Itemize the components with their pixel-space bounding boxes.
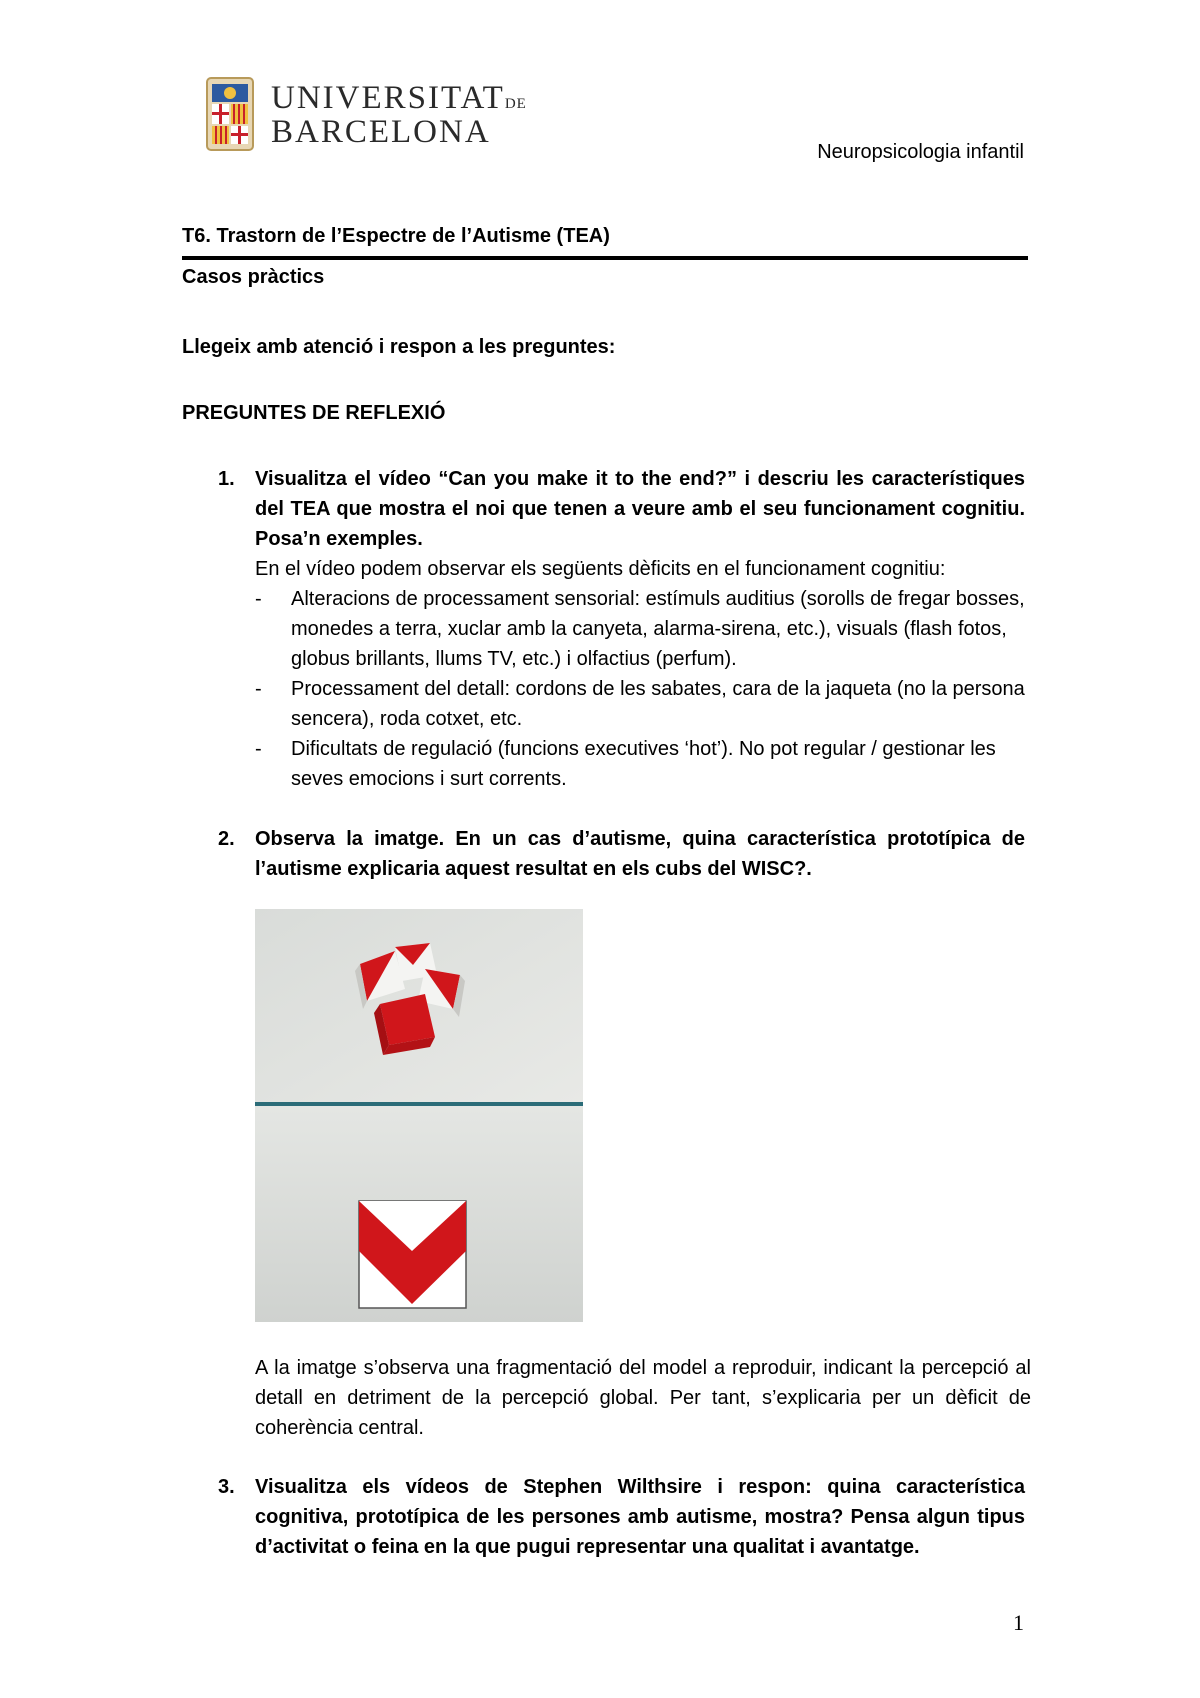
wisc-blocks-photo bbox=[255, 909, 583, 1322]
bullet-text: Dificultats de regulació (funcions executives ‘hot’). No pot regular / gestionar les seves emocions i surt corrents. bbox=[291, 738, 996, 790]
title-divider bbox=[182, 256, 1028, 260]
question-2-text: Observa la imatge. En un cas d’autisme, quina característica prototípica de l’autisme explicaria aquest resultat en els cubs del WISC?. bbox=[255, 828, 1025, 880]
bullet-marker: - bbox=[255, 678, 262, 700]
university-name-line1: UNIVERSITATDE bbox=[271, 80, 527, 116]
page-subtitle: Casos pràctics bbox=[182, 266, 325, 288]
question-3-number: 3. bbox=[218, 1476, 235, 1498]
bullet-text: Alteracions de processament sensorial: estímuls auditius (sorolls de fregar bosses, monedes a terra, xuclar amb la canyeta, alarma-sirena, etc.), visuals (flash fotos, globus brillants, llums TV, etc.) i olfactius (perfum). bbox=[291, 588, 1025, 670]
question-1-answer-intro: En el vídeo podem observar els següents dèficits en el funcionament cognitiu: bbox=[255, 558, 946, 580]
bullet-text: Processament del detall: cordons de les sabates, cara de la jaqueta (no la persona sencera), roda cotxet, etc. bbox=[291, 678, 1025, 730]
instruction-text: Llegeix amb atenció i respon a les preguntes: bbox=[182, 336, 616, 358]
university-logo bbox=[205, 76, 527, 152]
header-subject: Neuropsicologia infantil bbox=[817, 141, 1024, 163]
section-heading: PREGUNTES DE REFLEXIÓ bbox=[182, 402, 446, 424]
question-1-text: Visualitza el vídeo “Can you make it to the end?” i descriu les característiques del TEA que mostra el noi que tenen a veure amb el seu funcionament cognitiu. Posa’n exemples. bbox=[255, 468, 1025, 550]
university-crest-icon bbox=[205, 76, 255, 152]
bullet-marker: - bbox=[255, 738, 262, 760]
model-card bbox=[359, 1201, 466, 1308]
answer-bullet bbox=[255, 734, 1031, 794]
bullet-marker: - bbox=[255, 588, 262, 610]
question-1-number: 1. bbox=[218, 468, 235, 490]
answer-bullet bbox=[255, 584, 1031, 674]
university-name-line2: BARCELONA bbox=[271, 114, 491, 150]
question-3-text: Visualitza els vídeos de Stephen Wilthsire i respon: quina característica cognitiva, prototípica de les persones amb autisme, mostra? Pensa algun tipus d’activitat o feina en la que pugui representar una qualitat i avantatge. bbox=[255, 1476, 1025, 1558]
question-2-number: 2. bbox=[218, 828, 235, 850]
answer-bullet bbox=[255, 674, 1031, 734]
page-title: T6. Trastorn de l’Espectre de l’Autisme (TEA) bbox=[182, 225, 610, 247]
page-number: 1 bbox=[1013, 1610, 1024, 1635]
question-2-answer: A la imatge s’observa una fragmentació del model a reproduir, indicant la percepció al detall en detriment de la percepció global. Per tant, s’explicaria per un dèficit de coherència central. bbox=[255, 1357, 1031, 1439]
university-name-de: DE bbox=[504, 96, 527, 112]
